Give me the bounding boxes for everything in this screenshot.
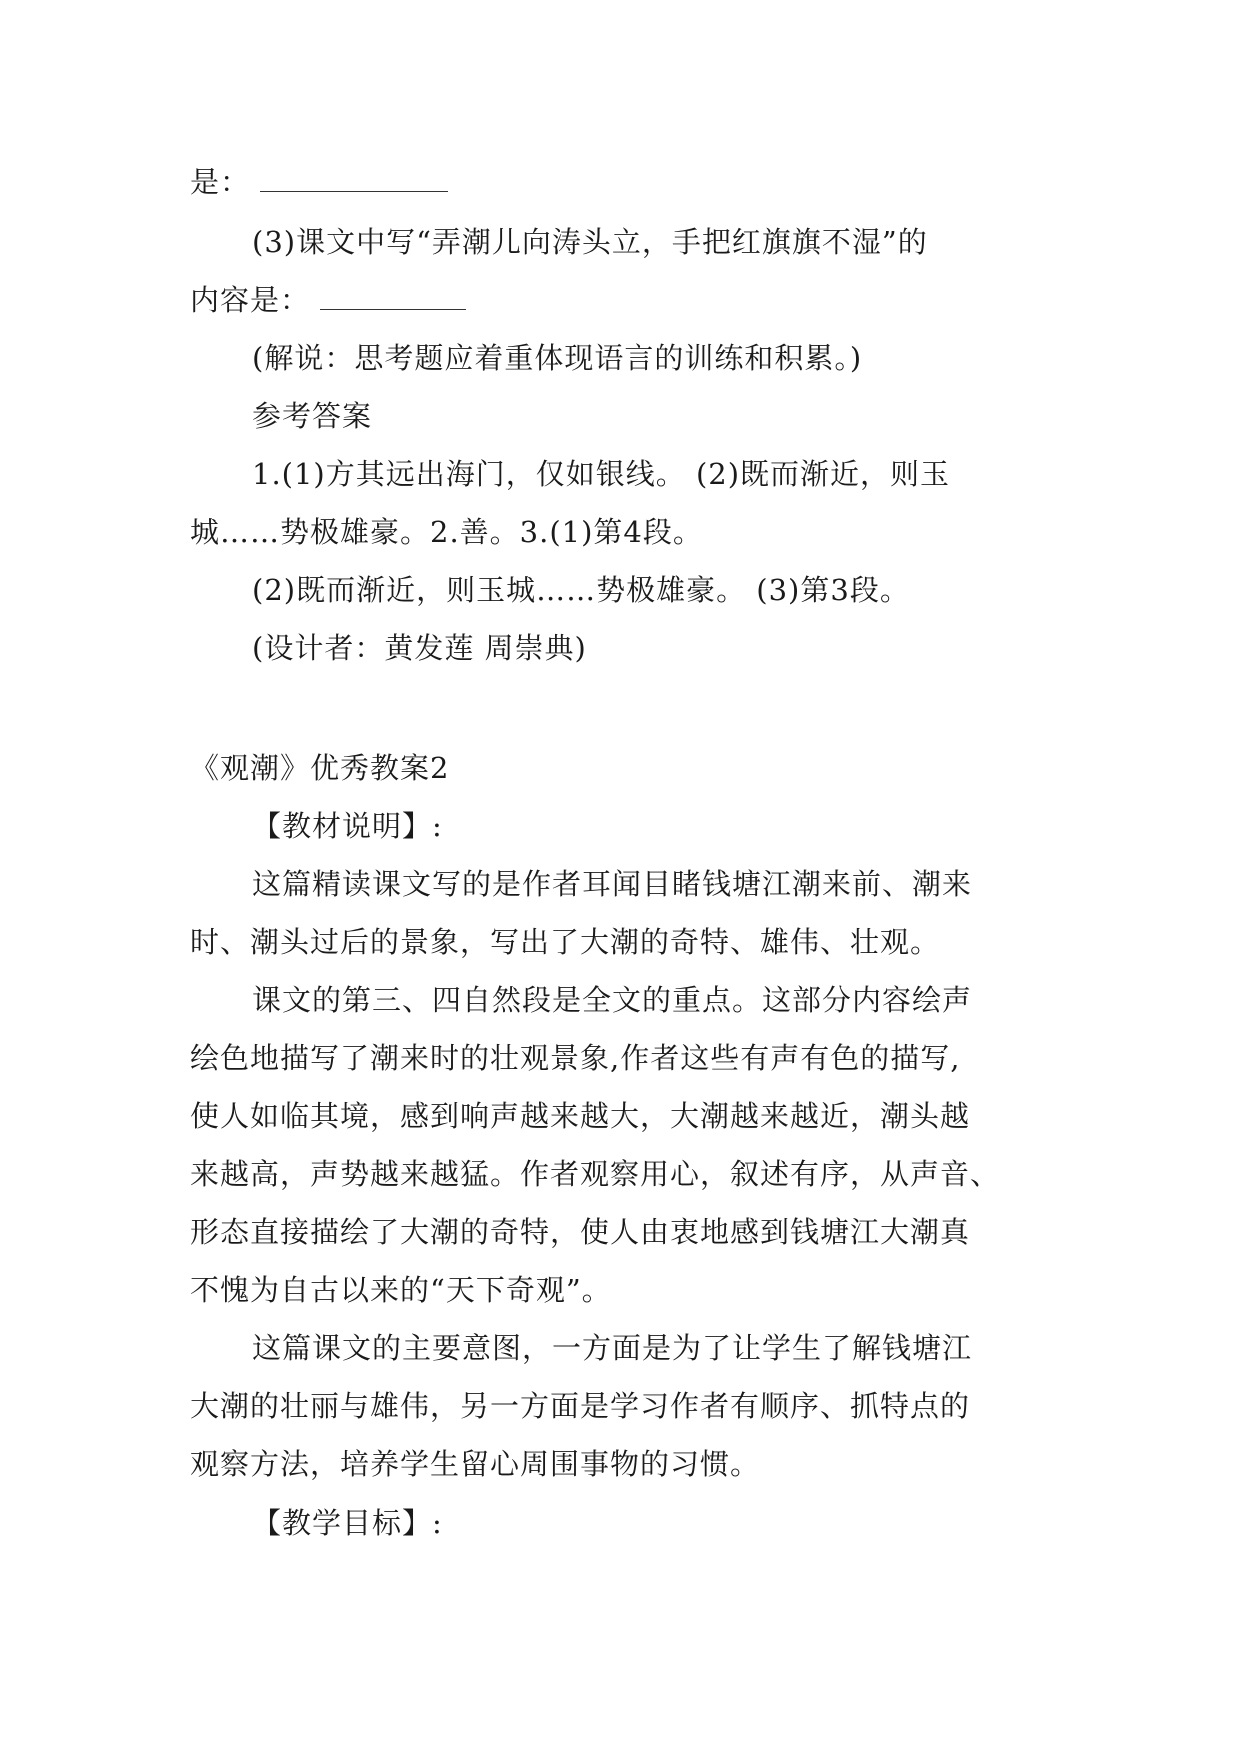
- paragraph-line: 课文的第三、四自然段是全文的重点。这部分内容绘声: [252, 983, 973, 1017]
- paragraph-line: 这篇课文的主要意图，一方面是为了让学生了解钱塘江: [252, 1331, 973, 1365]
- paragraph-line: 使人如临其境，感到响声越来越大，大潮越来越近，潮头越: [190, 1099, 971, 1133]
- paragraph-line: 大潮的壮丽与雄伟，另一方面是学习作者有顺序、抓特点的: [190, 1389, 971, 1423]
- section-title: 《观潮》优秀教案2: [190, 751, 450, 785]
- answer-line-2: 城……势极雄豪。2.善。3.(1)第4段。: [190, 515, 703, 549]
- paragraph-line: 形态直接描绘了大潮的奇特，使人由衷地感到钱塘江大潮真: [190, 1215, 971, 1249]
- commentary-line: (解说：思考题应着重体现语言的训练和积累。): [252, 341, 863, 375]
- paragraph-line: 绘色地描写了潮来时的壮观景象,作者这些有声有色的描写,: [190, 1041, 961, 1075]
- line-text: 是：: [190, 165, 251, 199]
- answer-blank: [260, 167, 448, 192]
- paragraph-line: 观察方法，培养学生留心周围事物的习惯。: [190, 1447, 761, 1481]
- line-answer-blank-1: [190, 162, 1070, 202]
- line-answer-blank-2: [190, 280, 1070, 320]
- paragraph-line: 不愧为自古以来的“天下奇观”。: [190, 1273, 612, 1307]
- answer-blank: [320, 285, 466, 310]
- answer-line-3: (2)既而渐近，则玉城……势极雄豪。 (3)第3段。: [252, 573, 910, 607]
- question-3-line: (3)课文中写“弄潮儿向涛头立，手把红旗旗不湿”的: [252, 225, 928, 259]
- paragraph-line: 这篇精读课文写的是作者耳闻目睹钱塘江潮来前、潮来: [252, 867, 973, 901]
- paragraph-line: 时、潮头过后的景象，写出了大潮的奇特、雄伟、壮观。: [190, 925, 941, 959]
- paragraph-line: 来越高，声势越来越猛。作者观察用心，叙述有序，从声音、: [190, 1157, 1001, 1191]
- designer-credit: (设计者：黄发莲 周崇典): [252, 631, 587, 665]
- heading-textbook-notes: 【教材说明】:: [252, 809, 443, 843]
- reference-answer-heading: 参考答案: [252, 399, 373, 433]
- line-text: 内容是：: [190, 283, 311, 317]
- answer-line-1: 1.(1)方其远出海门，仅如银线。 (2)既而渐近，则玉: [252, 457, 951, 491]
- heading-teaching-goals: 【教学目标】:: [252, 1506, 443, 1540]
